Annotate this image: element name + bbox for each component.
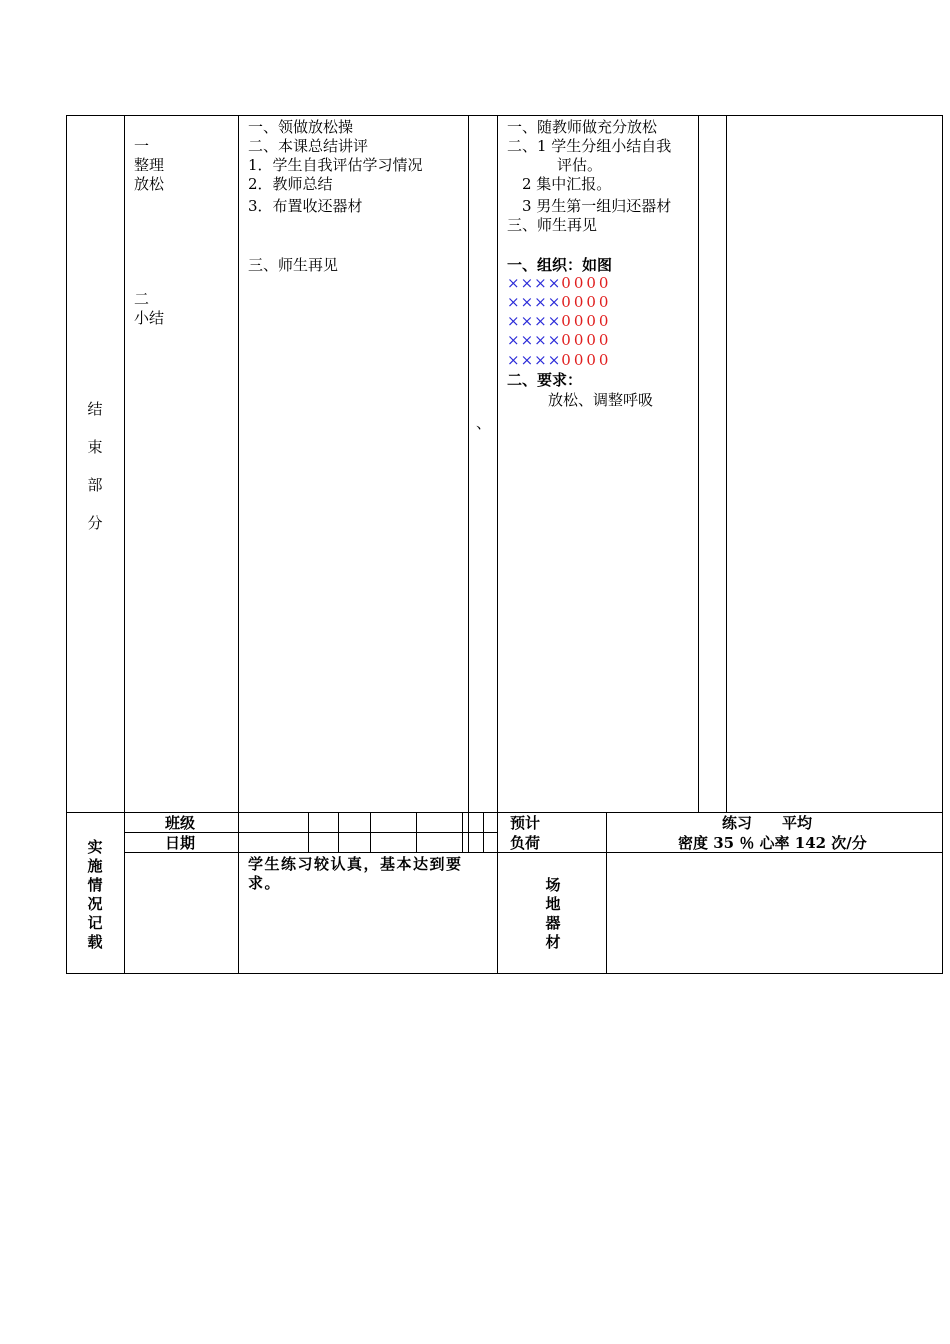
- col-divider-5: [698, 115, 699, 813]
- student-item: 三、师生再见: [507, 216, 598, 234]
- student-item: 一、随教师做充分放松: [507, 118, 658, 136]
- section-divider: [66, 812, 943, 813]
- part-1-index: 一: [134, 137, 150, 155]
- formation-circles: 0000: [561, 312, 612, 330]
- grid-cell-line: [308, 812, 309, 853]
- student-item: 二、1 学生分组小结自我: [507, 137, 672, 155]
- col-divider-1: [124, 115, 125, 974]
- content-item: 1．学生自我评估学习情况: [248, 156, 423, 174]
- col-divider-4: [497, 115, 498, 974]
- student-item: 2 集中汇报。: [522, 175, 612, 193]
- formation-circles: 0000: [561, 351, 612, 369]
- grid-cell-line: [416, 812, 417, 853]
- formation-circles: 0000: [561, 293, 612, 311]
- table-left-border: [66, 115, 67, 974]
- density-line1: 练习 平均: [722, 814, 813, 832]
- grid-cell-line: [483, 812, 484, 853]
- narrow-mark: 、: [476, 414, 492, 432]
- formation-crosses: ××××: [507, 274, 562, 292]
- formation-crosses: ××××: [507, 293, 562, 311]
- formation-circles: 0000: [561, 274, 612, 292]
- content-item: 二、本课总结讲评: [248, 137, 369, 155]
- comment-text: 学生练习较认真，基本达到要求。: [248, 855, 463, 892]
- formation-row: [507, 351, 611, 370]
- class-label: 班级: [165, 814, 196, 832]
- organization-title: 一、组织：如图: [507, 256, 613, 274]
- density-line2: 密度 35 ％ 心率 142 次/分: [678, 834, 867, 852]
- col-divider-2: [238, 115, 239, 974]
- col-divider-3: [468, 115, 469, 853]
- formation-crosses: ××××: [507, 312, 562, 330]
- part-1-name-line1: 整理: [134, 156, 165, 174]
- grid-cell-line: [338, 812, 339, 853]
- requirement-title: 二、要求：: [507, 371, 583, 389]
- formation-circles: 0000: [561, 331, 612, 349]
- table-bottom-border: [66, 973, 943, 974]
- date-label: 日期: [165, 834, 196, 852]
- formation-row: [507, 331, 611, 350]
- section-label: 结束部分: [87, 400, 103, 532]
- part-2-name-line1: 小结: [134, 309, 165, 327]
- formation-crosses: ××××: [507, 331, 562, 349]
- load-label-line1: 预计: [510, 814, 541, 832]
- formation-crosses: ××××: [507, 351, 562, 369]
- grid-cell-line: [370, 812, 371, 853]
- content-item: 3．布置收还器材: [248, 197, 363, 215]
- formation-row: [507, 274, 611, 293]
- table-right-border: [942, 115, 943, 974]
- record-label: 实施情况记载: [87, 838, 103, 951]
- load-label-divider: [606, 812, 607, 974]
- formation-row: [507, 312, 611, 331]
- load-label-line2: 负荷: [510, 834, 541, 852]
- part-2-index: 二: [134, 290, 150, 308]
- requirement-text: 放松、调整呼吸: [548, 391, 654, 409]
- formation-row: [507, 293, 611, 312]
- venue-label: 场地器材: [545, 876, 561, 951]
- content-closing: 三、师生再见: [248, 256, 339, 274]
- table-top-border: [66, 115, 943, 116]
- col-divider-6: [726, 115, 727, 813]
- content-item: 2．教师总结: [248, 175, 333, 193]
- grid-cell-line: [462, 812, 463, 853]
- student-item: 评估。: [557, 156, 603, 174]
- part-1-name-line2: 放松: [134, 175, 165, 193]
- content-item: 一、领做放松操: [248, 118, 354, 136]
- student-item: 3 男生第一组归还器材: [522, 197, 672, 215]
